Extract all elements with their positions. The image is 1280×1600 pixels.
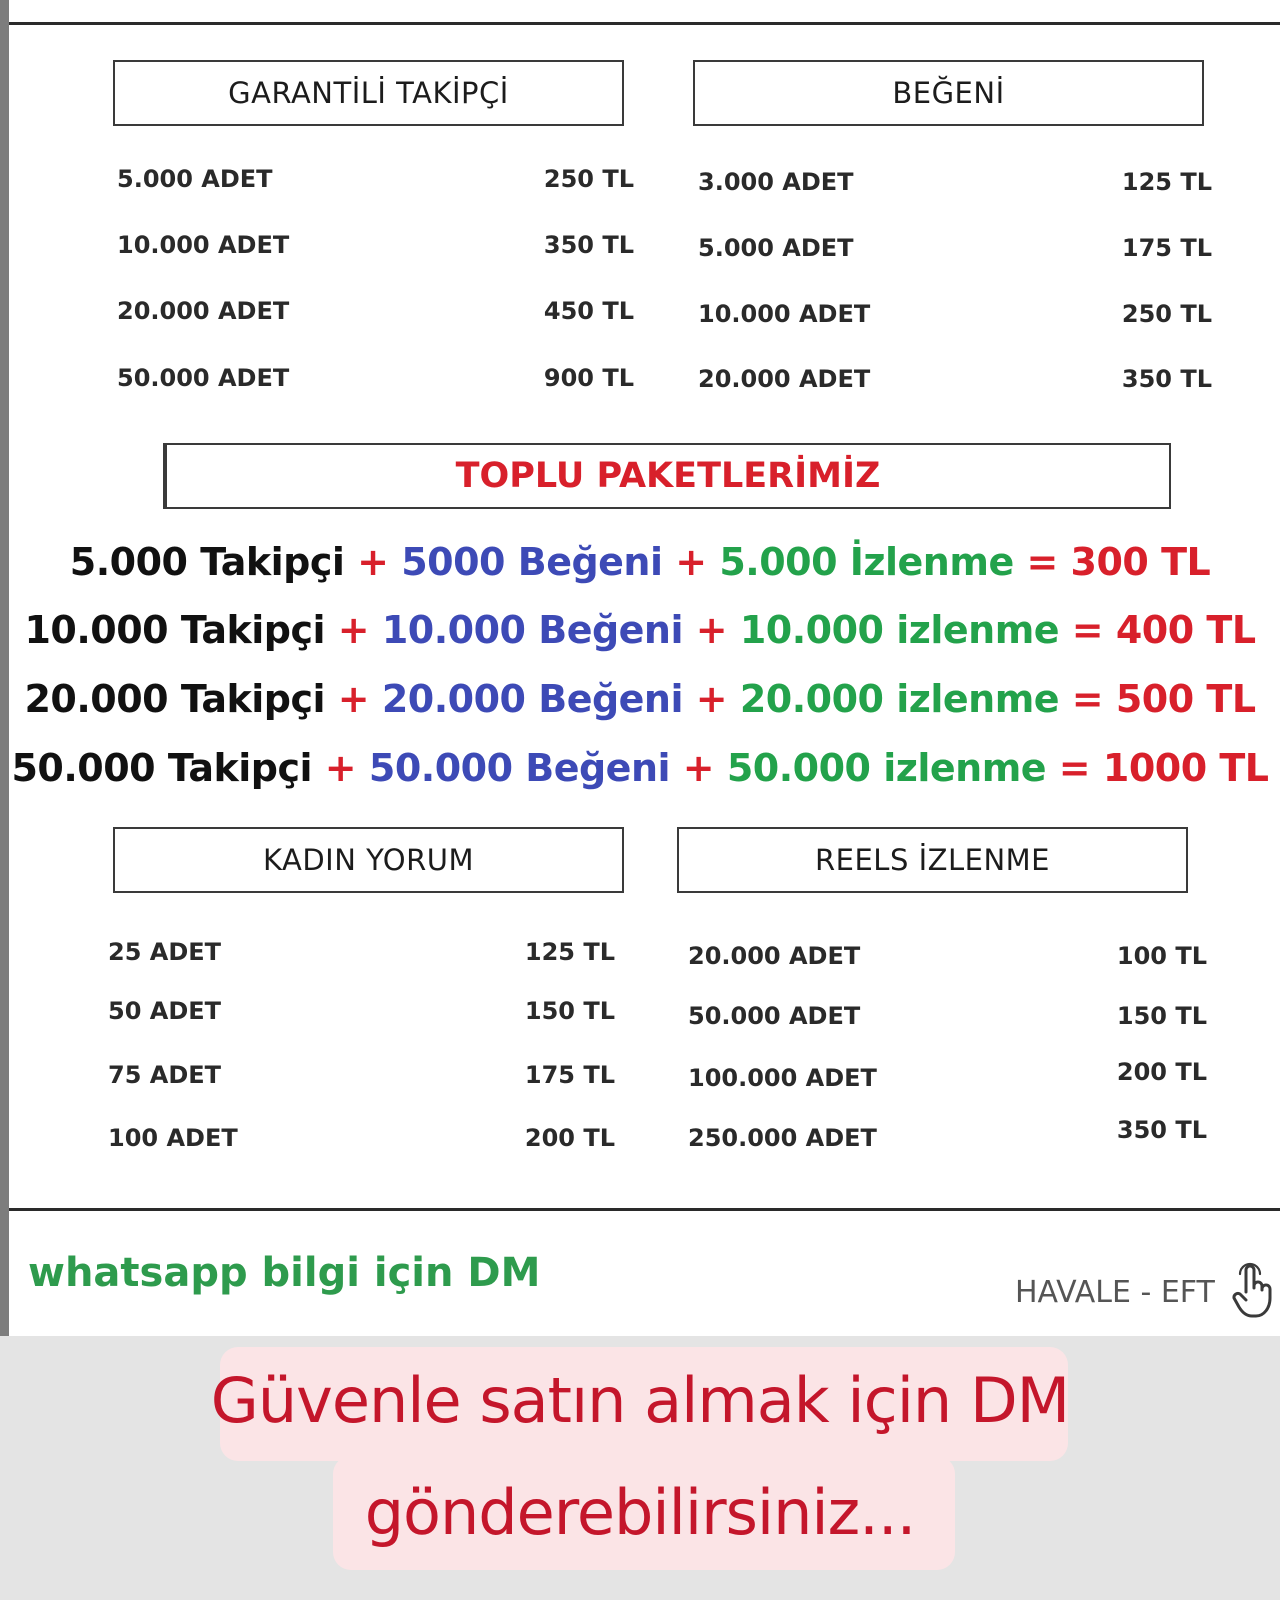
- price: 125 TL: [1121, 168, 1212, 196]
- price-row: [108, 938, 615, 972]
- price-row: [688, 1058, 1207, 1098]
- price: 350 TL: [543, 231, 634, 259]
- kadin-yorum-title: KADIN YORUM: [113, 827, 624, 893]
- cta-text-line1: Güvenle satın almak için DM: [210, 1364, 1070, 1437]
- combo-begeni: 5000 Beğeni: [401, 540, 663, 584]
- combo-plus: +: [325, 608, 382, 652]
- price-row: [698, 365, 1212, 399]
- quantity: 50.000 ADET: [688, 1002, 861, 1030]
- quantity: 20.000 ADET: [117, 297, 290, 325]
- combo-begeni: 50.000 Beğeni: [368, 746, 671, 790]
- price-row: [698, 168, 1212, 202]
- price: 175 TL: [524, 1061, 615, 1089]
- price: 900 TL: [543, 364, 634, 392]
- combo-plus: +: [344, 540, 402, 584]
- price: 150 TL: [524, 997, 615, 1025]
- combo-plus: +: [683, 677, 740, 721]
- price-row: [688, 942, 1207, 976]
- combo-takipci: 5.000 Takipçi: [69, 540, 345, 584]
- price: 350 TL: [1116, 1116, 1207, 1144]
- combo-package-line: [0, 540, 1280, 584]
- combo-total: = 300 TL: [1013, 540, 1211, 584]
- combo-plus: +: [683, 608, 740, 652]
- price: 450 TL: [543, 297, 634, 325]
- begeni-title: BEĞENİ: [693, 60, 1204, 126]
- price: 250 TL: [1121, 300, 1212, 328]
- reels-izlenme-title: REELS İZLENME: [677, 827, 1188, 893]
- price-row: [117, 297, 634, 331]
- combo-package-line: [0, 608, 1280, 652]
- kadin-yorum-list: [108, 938, 615, 1168]
- payment-method-text: HAVALE - EFT: [1015, 1275, 1215, 1310]
- combo-izlenme: 20.000 izlenme: [739, 677, 1060, 721]
- toplu-paketler-title-box: [163, 443, 1171, 509]
- combo-plus: +: [670, 746, 727, 790]
- combo-package-line: [0, 746, 1280, 790]
- quantity: 10.000 ADET: [698, 300, 871, 328]
- quantity: 25 ADET: [108, 938, 222, 966]
- quantity: 50 ADET: [108, 997, 222, 1025]
- combo-plus: +: [662, 540, 720, 584]
- price-row: [117, 165, 634, 199]
- begeni-list: [698, 168, 1212, 408]
- price: 175 TL: [1121, 234, 1212, 262]
- combo-izlenme: 10.000 izlenme: [739, 608, 1060, 652]
- price: 350 TL: [1121, 365, 1212, 393]
- whatsapp-info-text: whatsapp bilgi için DM: [28, 1250, 541, 1296]
- combo-package-line: [0, 677, 1280, 721]
- combo-total: = 400 TL: [1059, 608, 1256, 652]
- price-row: [698, 300, 1212, 334]
- combo-total: = 500 TL: [1059, 677, 1256, 721]
- quantity: 5.000 ADET: [117, 165, 273, 193]
- combo-plus: +: [325, 677, 382, 721]
- price-row: [108, 1061, 615, 1095]
- top-divider: [9, 22, 1280, 25]
- combo-begeni: 10.000 Beğeni: [381, 608, 684, 652]
- combo-izlenme: 50.000 izlenme: [726, 746, 1047, 790]
- combo-izlenme: 5.000 İzlenme: [719, 540, 1014, 584]
- quantity: 75 ADET: [108, 1061, 222, 1089]
- quantity: 20.000 ADET: [688, 942, 861, 970]
- price: 150 TL: [1116, 1002, 1207, 1030]
- hand-pointer-icon: [1230, 1262, 1276, 1320]
- quantity: 20.000 ADET: [698, 365, 871, 393]
- combo-total: = 1000 TL: [1046, 746, 1269, 790]
- price-row: [108, 997, 615, 1031]
- quantity: 3.000 ADET: [698, 168, 854, 196]
- toplu-paketler-title: TOPLU PAKETLERİMİZ: [455, 456, 881, 496]
- price: 250 TL: [543, 165, 634, 193]
- combo-takipci: 10.000 Takipçi: [24, 608, 326, 652]
- quantity: 100.000 ADET: [688, 1064, 877, 1092]
- quantity: 10.000 ADET: [117, 231, 290, 259]
- price-row: [108, 1124, 615, 1158]
- quantity: 250.000 ADET: [688, 1124, 877, 1152]
- price: 100 TL: [1116, 942, 1207, 970]
- bottom-divider: [9, 1208, 1280, 1211]
- price-row: [117, 364, 634, 398]
- quantity: 50.000 ADET: [117, 364, 290, 392]
- quantity: 5.000 ADET: [698, 234, 854, 262]
- price: 200 TL: [524, 1124, 615, 1152]
- garantili-takipci-title: GARANTİLİ TAKİPÇİ: [113, 60, 624, 126]
- price-row: [688, 1002, 1207, 1036]
- reels-izlenme-list: [688, 942, 1207, 1172]
- price: 200 TL: [1116, 1058, 1207, 1086]
- price-row: [688, 1116, 1207, 1158]
- left-border-strip: [0, 0, 9, 1336]
- combo-plus: +: [312, 746, 369, 790]
- combo-begeni: 20.000 Beğeni: [381, 677, 684, 721]
- price: 125 TL: [524, 938, 615, 966]
- price-row: [698, 234, 1212, 268]
- price-row: [117, 231, 634, 265]
- combo-takipci: 20.000 Takipçi: [24, 677, 326, 721]
- combo-takipci: 50.000 Takipçi: [11, 746, 313, 790]
- cta-text-line2: gönderebilirsiniz...: [364, 1476, 916, 1549]
- garantili-takipci-list: [117, 165, 634, 405]
- quantity: 100 ADET: [108, 1124, 238, 1152]
